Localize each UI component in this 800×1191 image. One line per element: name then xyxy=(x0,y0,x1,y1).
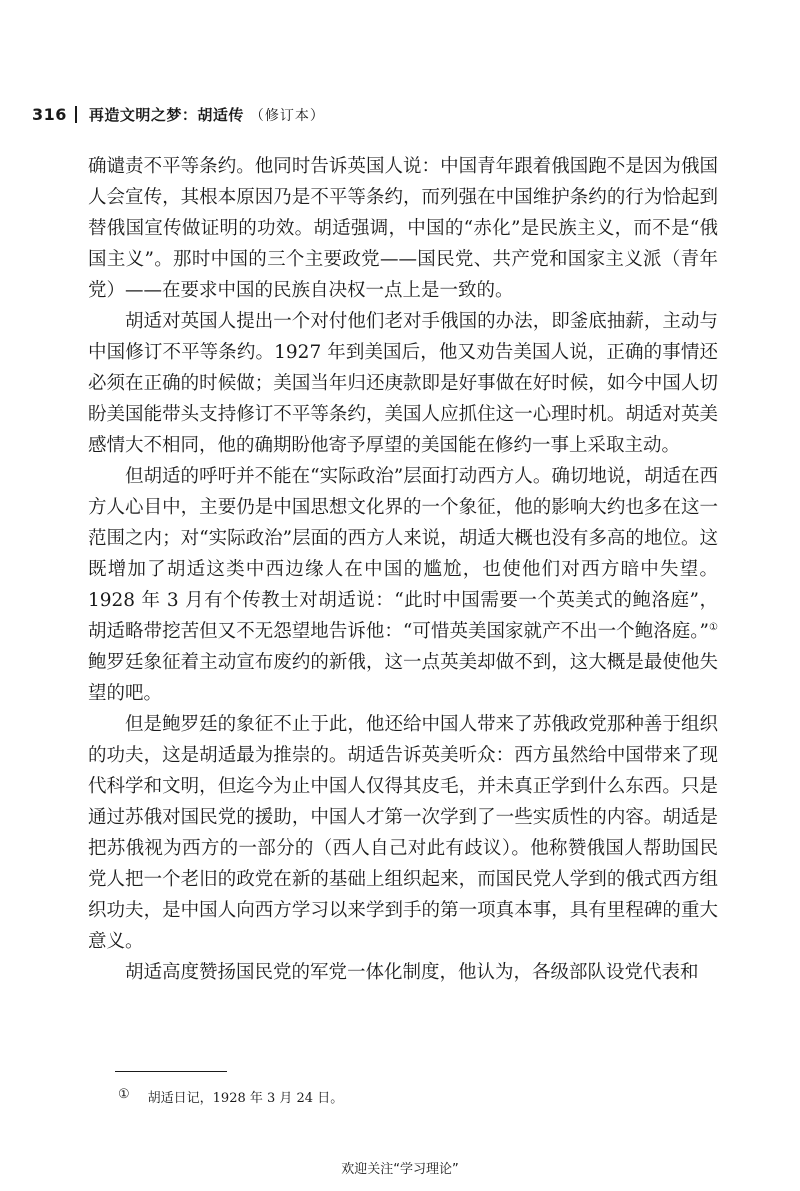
paragraph: 确谴责不平等条约。他同时告诉英国人说：中国青年跟着俄国跑不是因为俄国人会宣传，其根本原因乃是不平等条约，而列强在中国维护条约的行为恰起到替俄国宣传做证明的功效。胡适强调，中国的“赤化”是民族主义，而不是“俄国主义”。那时中国的三个主要政党——国民党、共产党和国家主义派（青年党）——在要求中国的民族自决权一点上是一致的。 xyxy=(88,156,718,301)
paragraph-text: 鲍罗廷象征着主动宣布废约的新俄，这一点英美却做不到，这大概是最使他失望的吧。 xyxy=(88,652,718,704)
paragraph: 胡适高度赞扬国民党的军党一体化制度，他认为，各级部队设党代表和 xyxy=(125,962,699,983)
book-subtitle: （修订本） xyxy=(249,107,325,124)
page-number: 316 xyxy=(32,105,67,124)
footnote-divider xyxy=(115,1071,227,1072)
bottom-caption: 欢迎关注“学习理论” xyxy=(341,1162,459,1177)
footnote-reference[interactable]: ① xyxy=(709,621,719,633)
footnote-marker: ① xyxy=(118,1087,130,1102)
header-divider xyxy=(75,106,77,123)
footnote-text: 胡适日记，1928 年 3 月 24 日。 xyxy=(147,1091,344,1106)
paragraph: 胡适对英国人提出一个对付他们老对手俄国的办法，即釜底抽薪，主动与中国修订不平等条约。1927 年到美国后，他又劝告美国人说，正确的事情还必须在正确的时候做；美国当年归还庚款即是好事做在好时候，如今中国人切盼美国能带头支持修订不平等条约，美国人应抓住这一心理时机。胡适对英美感情大不相同，他的确期盼他寄予厚望的美国能在修约一事上采取主动。 xyxy=(88,311,718,456)
running-header xyxy=(32,104,325,125)
footnote xyxy=(118,1087,343,1106)
paragraph: 但是鲍罗廷的象征不止于此，他还给中国人带来了苏俄政党那种善于组织的功夫，这是胡适最为推崇的。胡适告诉英美听众：西方虽然给中国带来了现代科学和文明，但迄今为止中国人仅得其皮毛，并未真正学到什么东西。只是通过苏俄对国民党的援助，中国人才第一次学到了一些实质性的内容。胡适是把苏俄视为西方的一部分的（西人自己对此有歧议）。他称赞俄国人帮助国民党人把一个老旧的政党在新的基础上组织起来，而国民党人学到的俄式西方组织功夫，是中国人向西方学习以来学到手的第一项真本事，具有里程碑的重大意义。 xyxy=(88,714,718,952)
body-text xyxy=(88,151,718,988)
book-title: 再造文明之梦：胡适传 xyxy=(88,106,244,124)
paragraph xyxy=(88,461,718,709)
paragraph-text: 但胡适的呼吁并不能在“实际政治”层面打动西方人。确切地说，胡适在西方人心目中，主要仍是中国思想文化界的一个象征，他的影响大约也多在这一范围之内；对“实际政治”层面的西方人来说，胡适大概也没有多高的地位。这既增加了胡适这类中西边缘人在中国的尴尬，也使他们对西方暗中失望。1928 年 3 月有个传教士对胡适说：“此时中国需要一个英美式的鲍洛庭”，胡适略带挖苦但又不无怨望地告诉他：“可惜英美国家就产不出一个鲍洛庭。” xyxy=(88,466,718,642)
